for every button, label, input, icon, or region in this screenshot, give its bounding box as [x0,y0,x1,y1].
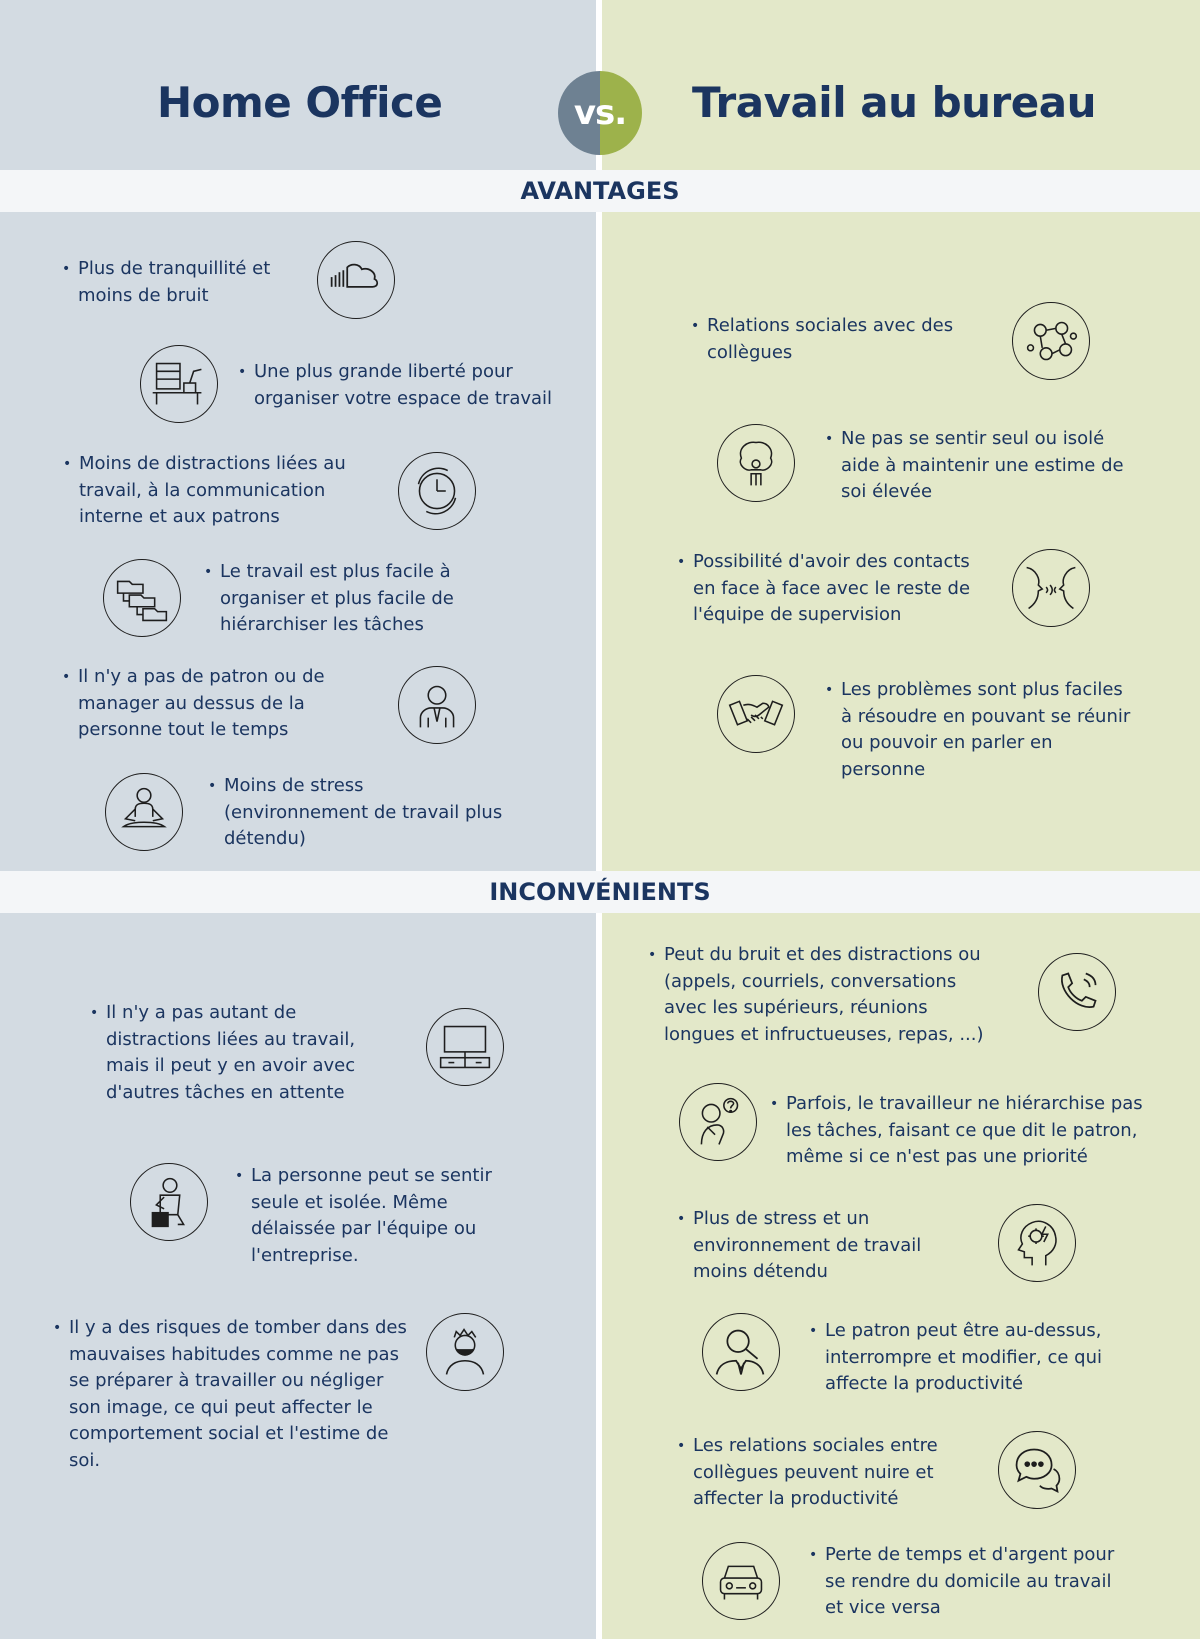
unkempt-person-icon [426,1313,504,1391]
vs-badge [558,71,642,155]
meditation-icon [105,773,183,851]
home-disadvantage-2: • La personne peut se sentir seule et isolée. Même délaissée par l'équipe ou l'entreprise. [235,1163,495,1269]
manager-icon [398,666,476,744]
brain-person-icon [717,424,795,502]
handshake-icon [717,675,795,753]
chat-bubbles-icon [998,1431,1076,1509]
office-disadvantage-4: • Le patron peut être au-dessus, interrompre et modifier, ce qui affecte la productivité [809,1318,1149,1398]
home-office-title: Home Office [157,78,443,127]
home-disadvantage-1: • Il n'y a pas autant de distractions liées au travail, mais il peut y en avoir avec d'autres tâches en attente [90,1000,400,1106]
home-advantage-4: • Le travail est plus facile à organiser et plus facile de hiérarchiser les tâches [204,559,504,639]
office-advantage-3: • Possibilité d'avoir des contacts en face à face avec le reste de l'équipe de supervision [677,549,997,629]
disadvantages-band [0,871,1200,913]
vs-label: vs. [573,93,627,133]
stressed-head-icon [998,1204,1076,1282]
phone-icon [1038,953,1116,1031]
car-icon [702,1542,780,1620]
home-disadvantage-3: • Il y a des risques de tomber dans des mauvaises habitudes comme ne pas se préparer à travailler ou négliger son image, ce qui peut affecter le comportement social et l'estime de soi. [53,1315,418,1474]
disadvantages-heading: INCONVÉNIENTS [489,878,711,906]
office-advantage-2: • Ne pas se sentir seul ou isolé aide à maintenir une estime de soi élevée [825,426,1125,506]
network-icon [1012,302,1090,380]
clock-cycle-icon [398,452,476,530]
tv-icon [426,1008,504,1086]
office-disadvantage-5: • Les relations sociales entre collègues peuvent nuire et affecter la productivité [677,1433,977,1513]
office-disadvantage-2: • Parfois, le travailleur ne hiérarchise pas les tâches, faisant ce que dit le patron, même si ce n'est pas une priorité [770,1091,1150,1171]
office-advantage-4: • Les problèmes sont plus faciles à résoudre en pouvant se réunir ou pouvoir en parler en personne [825,677,1135,783]
home-advantage-3: • Moins de distractions liées au travail, à la communication interne et aux patrons [63,451,383,531]
office-disadvantage-6: • Perte de temps et d'argent pour se rendre du domicile au travail et vice versa [809,1542,1129,1622]
office-disadvantage-3: • Plus de stress et un environnement de travail moins détendu [677,1206,937,1286]
office-advantage-1: • Relations sociales avec des collègues [691,313,1011,366]
sad-person-icon [130,1163,208,1241]
advantages-band [0,170,1200,212]
folders-icon [103,559,181,637]
home-advantage-5: • Il n'y a pas de patron ou de manager au dessus de la personne tout le temps [62,664,372,744]
advantages-heading: AVANTAGES [520,177,680,205]
soundcloud-icon [317,241,395,319]
magnifier-boss-icon [702,1313,780,1391]
question-person-icon [679,1083,757,1161]
face-to-face-icon [1012,549,1090,627]
desk-icon [140,345,218,423]
home-advantage-2: • Une plus grande liberté pour organiser votre espace de travail [238,359,578,412]
office-title: Travail au bureau [692,78,1096,127]
home-advantage-6: • Moins de stress (environnement de travail plus détendu) [208,773,508,853]
home-advantage-1: • Plus de tranquillité et moins de bruit [62,256,302,309]
office-disadvantage-1: • Peut du bruit et des distractions ou (appels, courriels, conversations avec les supérieurs, réunions longues et infructueuses, repas, ...) [648,942,993,1048]
